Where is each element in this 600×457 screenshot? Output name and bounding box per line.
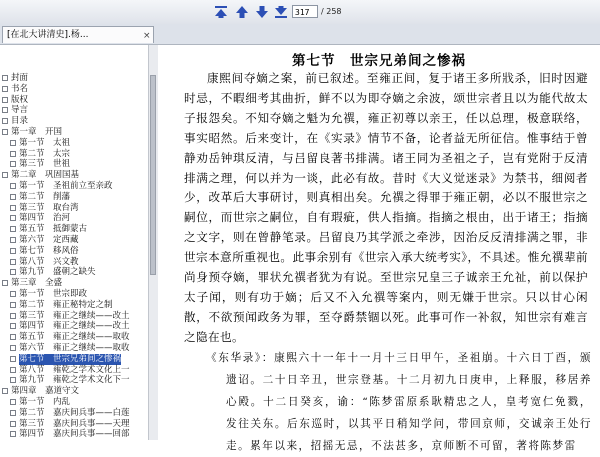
bookmark-node-icon: [10, 237, 16, 243]
sidebar-item-label: 第八节 兴文教: [19, 256, 79, 267]
bookmark-node-icon: [10, 302, 16, 308]
sidebar-item[interactable]: [0, 138, 148, 149]
bookmark-node-icon: [10, 421, 16, 427]
next-page-icon[interactable]: [254, 3, 270, 20]
sidebar-item[interactable]: [0, 235, 148, 246]
sidebar-item[interactable]: [0, 73, 148, 84]
sidebar-scrollbar[interactable]: [148, 45, 158, 440]
sidebar-item[interactable]: [0, 343, 148, 354]
sidebar-item[interactable]: [0, 149, 148, 160]
bookmark-node-icon: [10, 226, 16, 232]
sidebar-item[interactable]: [0, 192, 148, 203]
bookmark-node-icon: [10, 269, 16, 275]
sidebar-scrollbar-thumb[interactable]: [150, 75, 156, 275]
sidebar-item[interactable]: [0, 267, 148, 278]
bookmark-node-icon: [2, 75, 8, 81]
bookmark-node-icon: [2, 388, 8, 394]
sidebar-item-label: 第九节 雍乾之学术文化下一: [19, 375, 130, 386]
bookmark-node-icon: [2, 97, 8, 103]
sidebar-item-label: 第六节 雍正之继续——取收: [19, 342, 130, 353]
first-page-icon[interactable]: [213, 3, 229, 20]
sidebar-item[interactable]: [0, 332, 148, 343]
sidebar-item-label: 第二节 嘉庆间兵事——白莲: [19, 407, 130, 418]
sidebar-item[interactable]: [0, 257, 148, 268]
sidebar-item-label: 第二章 巩固国基: [11, 170, 80, 181]
bookmark-node-icon: [10, 161, 16, 167]
sidebar-item[interactable]: [0, 170, 148, 181]
tab-strip: [0, 24, 600, 45]
toolbar: [0, 0, 600, 25]
sidebar-item-label: 第五节 抵御蒙古: [19, 224, 88, 235]
bookmark-node-icon: [10, 399, 16, 405]
bookmark-node-icon: [10, 377, 16, 383]
bookmark-node-icon: [2, 118, 8, 124]
sidebar-item-label: 第三章 全盛: [11, 278, 63, 289]
bookmark-node-icon: [10, 205, 16, 211]
sidebar-item-label: 第四节 治河: [19, 213, 71, 224]
bookmark-node-icon: [10, 356, 16, 362]
sidebar-item[interactable]: [0, 84, 148, 95]
sidebar-item[interactable]: [0, 311, 148, 322]
sidebar-item-label: 第九节 盛朝之缺失: [19, 267, 96, 278]
sidebar-item[interactable]: [0, 365, 148, 376]
close-icon[interactable]: ×: [143, 31, 151, 41]
bookmark-node-icon: [10, 334, 16, 340]
sidebar-item[interactable]: [0, 246, 148, 257]
sidebar-item-label: 第四节 嘉庆间兵事——回部: [19, 429, 130, 440]
bookmark-node-icon: [10, 259, 16, 265]
page-total-label: / 258: [321, 7, 342, 16]
sidebar-item[interactable]: [0, 321, 148, 332]
document-tab-label: [在北大讲清史].杨...: [7, 30, 89, 40]
sidebar-item-label: 第三节 雍正之继续——改土: [19, 310, 130, 321]
sidebar-item-label: 第一节 圣祖前立至亲政: [19, 180, 113, 191]
sidebar-item-label: 目录: [11, 116, 29, 127]
bookmark-node-icon: [10, 215, 16, 221]
sidebar-item[interactable]: [0, 181, 148, 192]
bookmark-node-icon: [10, 194, 16, 200]
sidebar-item-label: 第三节 嘉庆间兵事——天理: [19, 418, 130, 429]
document-tab[interactable]: [2, 26, 154, 43]
bookmark-node-icon: [10, 248, 16, 254]
sidebar-item[interactable]: [0, 116, 148, 127]
sidebar-item-label: 第四节 雍正之继续——改土: [19, 321, 130, 332]
sidebar-item[interactable]: [0, 300, 148, 311]
sidebar-item-label: 第四章 嘉道守文: [11, 386, 80, 397]
sidebar-item[interactable]: [0, 127, 148, 138]
page-number-input[interactable]: 317: [292, 5, 318, 18]
sidebar-item[interactable]: [0, 95, 148, 106]
sidebar-item-label: 封面: [11, 73, 29, 83]
bookmark-node-icon: [2, 280, 8, 286]
sidebar-item[interactable]: [0, 408, 148, 419]
bookmark-node-icon: [10, 313, 16, 319]
sidebar-item-label: 第一章 开国: [11, 126, 63, 137]
sidebar-item[interactable]: [0, 213, 148, 224]
bookmark-node-icon: [2, 86, 8, 92]
sidebar-item-label: 第七节 移风俗: [19, 245, 79, 256]
body-paragraph: 康熙间夺嫡之案，前已叙述。至雍正间，复于诸王多所戕杀，旧时因避时忌，不暇细考其曲折，鲜不以为即夺嫡之余波，颂世宗者且以为能代故太子报怨矣。不知夺嫡之魁为允禩，雍正初尊以亲王，任以总理，极意联络，事实昭然。后来变计，在《实录》情节不备，论者益无所征信。惟事结于曾静劝岳钟琪反清，与吕留良著书排满。诸王同为圣祖之子，岂有党附于反清排满之理，何以并为一谈，此必有故。昔时《大义觉迷录》为禁书，细阅者少，改革后大事研讨，则真相出矣。允禩之得罪于雍正朝，必以不服世宗之嗣位，而世宗之嗣位，自有瑕疵，供人指摘。指摘之根由，出于诸王；指摘之文字，则在曾静笔录。吕留良乃其学派之牵涉，因治反反清排满之罪，非世宗本意所重视也。此事余别有《世宗入承大统考实》，不具述。惟允禩辈前尚身预夺嫡，罪状允禩者犹为有说。至世宗兄皇三子诚亲王允祉，前以保护太子闻，则有功于嫡；后又不入允禩等案内，则无嫌于世宗。只以甘心闲散，不欲预闻政务为罪，至夺爵禁锢以死。此事可作一补叙，知世宗有难言之隐在也。: [184, 71, 588, 344]
bookmark-node-icon: [10, 345, 16, 351]
sidebar-item-label: 第七节 世宗兄弟间之惨祸: [19, 353, 122, 364]
sidebar-item[interactable]: [0, 289, 148, 300]
sidebar-item-label: 第三节 取台湾: [19, 202, 79, 213]
sidebar-item[interactable]: [0, 354, 148, 365]
sidebar-item-label: 第二节 雍正秘特定之制: [19, 299, 113, 310]
sidebar-item[interactable]: [0, 429, 148, 440]
sidebar-item[interactable]: [0, 203, 148, 214]
sidebar-item-label: 导言: [11, 105, 29, 116]
sidebar-item[interactable]: [0, 375, 148, 386]
sidebar-item[interactable]: [0, 397, 148, 408]
sidebar-item-label: 版权: [11, 94, 29, 105]
bookmark-node-icon: [10, 367, 16, 373]
bookmark-node-icon: [10, 291, 16, 297]
sidebar-item[interactable]: [0, 386, 148, 397]
sidebar-item-label: 第二节 削藩: [19, 191, 71, 202]
sidebar-item[interactable]: [0, 419, 148, 430]
bookmark-node-icon: [10, 151, 16, 157]
sidebar-item-label: 第三节 世祖: [19, 159, 71, 170]
bookmark-node-icon: [10, 431, 16, 437]
sidebar-item[interactable]: [0, 278, 148, 289]
bookmark-node-icon: [10, 410, 16, 416]
sidebar-item-label: 第六节 定西藏: [19, 234, 79, 245]
bookmark-node-icon: [2, 107, 8, 113]
sidebar-item[interactable]: [0, 159, 148, 170]
document-page: [158, 45, 600, 452]
bookmark-node-icon: [10, 140, 16, 146]
section-title: 第七节 世宗兄弟间之惨祸: [292, 53, 466, 69]
sidebar-item[interactable]: [0, 224, 148, 235]
bookmark-node-icon: [2, 172, 8, 178]
quote-paragraph: 《东华录》：康熙六十一年十一月十三日甲午，圣祖崩。十六日丁酉，颁遗诏。二十日辛丑，世宗登基。十二月初九日庚申，上释服，移居养心殿。十二日癸亥，谕：“陈梦雷原系耿精忠之人，皇考宽仁免戮，发往关东。后东巡时，以其平日稍知学问，带回京师，交诚亲王处行走。累年以来，招摇无忌，不法甚多，京师断不可留，著将陈梦雷: [206, 352, 592, 452]
bookmark-node-icon: [10, 323, 16, 329]
sidebar-item-label: 书名: [11, 83, 29, 94]
toc-list: [0, 73, 148, 440]
sidebar-item-label: 第一节 太祖: [19, 137, 71, 148]
sidebar-item[interactable]: [0, 105, 148, 116]
prev-page-icon[interactable]: [234, 3, 250, 20]
last-page-icon[interactable]: [273, 3, 289, 20]
sidebar-item-label: 第一节 世宗即政: [19, 288, 88, 299]
bookmark-node-icon: [10, 183, 16, 189]
sidebar-item-label: 第八节 雍乾之学术文化上一: [19, 364, 130, 375]
sidebar-item-label: 第一节 内乱: [19, 396, 71, 407]
sidebar-item-label: 第五节 雍正之继续——取收: [19, 332, 130, 343]
sidebar-item-label: 第二节 太宗: [19, 148, 71, 159]
bookmark-node-icon: [2, 129, 8, 135]
bookmark-sidebar: [0, 45, 158, 440]
